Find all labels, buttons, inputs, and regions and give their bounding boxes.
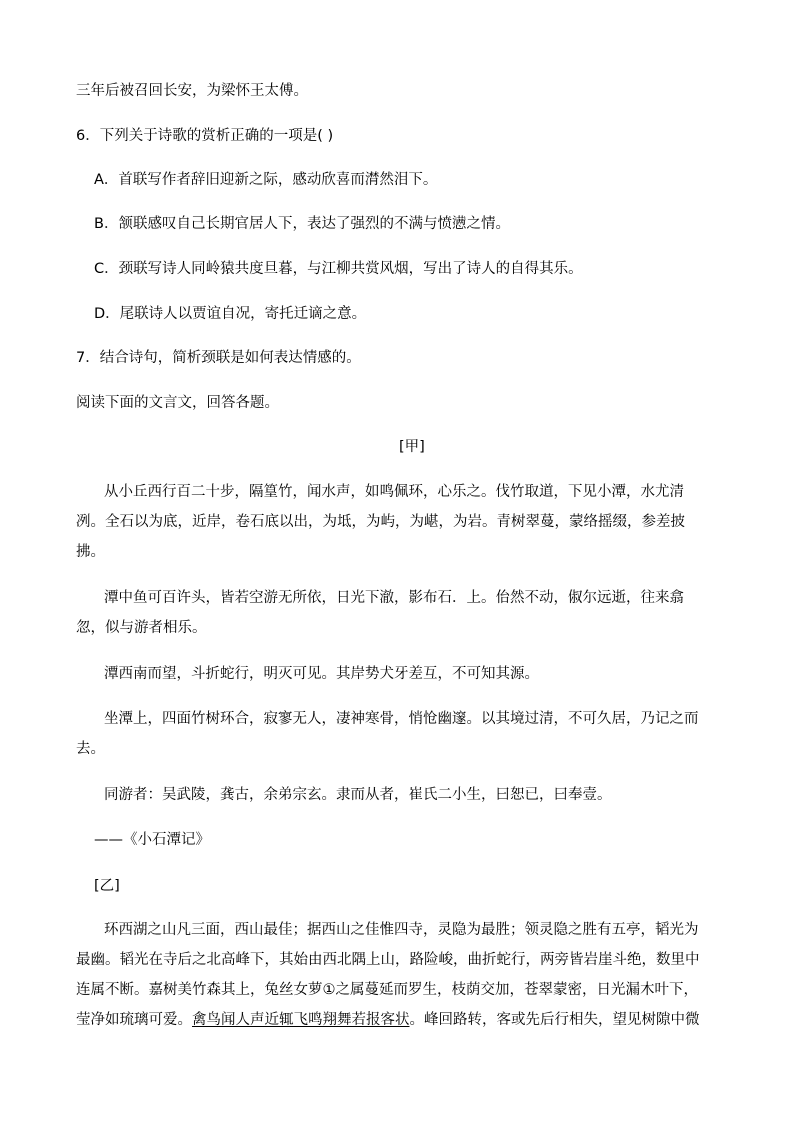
option-a: A．首联写作者辞旧迎新之际，感动欣喜而潸然泪下。	[94, 172, 438, 188]
passage-line: 拂。	[76, 544, 105, 560]
passage-text: 。峰回路转，客或先后行相失，望见树隙中微	[409, 1012, 700, 1028]
passage-line: 从小丘西行百二十步，隔篁竹，闻水声，如鸣佩环，心乐之。伐竹取道，下见小潭，水尤清	[104, 484, 684, 500]
section-heading-yi: [乙]	[94, 878, 120, 894]
underlined-sentence: 禽鸟闻人声近辄飞鸣翔舞若报客状	[192, 1012, 410, 1028]
source-title: ——《小石潭记》	[94, 832, 210, 848]
passage-line: 忽，似与游者相乐。	[76, 620, 207, 636]
passage-text: 莹净如琉璃可爱。	[76, 1012, 192, 1028]
passage-line: 同游者：吴武陵，龚古，余弟宗玄。隶而从者，崔氏二小生，曰恕已，曰奉壹。	[104, 787, 612, 803]
passage-line: 冽。全石以为底，近岸，卷石底以出，为坻，为屿，为嵁，为岩。青树翠蔓，蒙络摇缀，参差披	[76, 514, 685, 530]
section-heading-jia: [甲]	[399, 439, 425, 455]
passage-line	[76, 1010, 700, 1030]
question-6: 6．下列关于诗歌的赏析正确的一项是( )	[76, 128, 334, 144]
passage-line: 去。	[76, 741, 105, 757]
option-d: D．尾联诗人以贾谊自况，寄托迁谪之意。	[94, 306, 367, 322]
passage-line: 坐潭上，四面竹树环合，寂寥无人，凄神寒骨，悄怆幽邃。以其境过清，不可久居，乃记之而	[104, 711, 699, 727]
passage-line: 连属不断。嘉树美竹森其上，兔丝女萝①之属蔓延而罗生，枝荫交加，苍翠蒙密，日光漏木叶下，	[76, 982, 698, 998]
option-b: B．颔联感叹自己长期官居人下，表达了强烈的不满与愤懑之情。	[94, 216, 510, 232]
reading-instruction: 阅读下面的文言文，回答各题。	[76, 395, 279, 411]
passage-line: 潭西南而望，斗折蛇行，明灭可见。其岸势犬牙差互，不可知其源。	[104, 666, 539, 682]
passage-line: 潭中鱼可百许头，皆若空游无所依，日光下澈，影布石．上。佁然不动，俶尔远逝，往来翕	[104, 590, 684, 606]
passage-line: 环西湖之山凡三面，西山最佳；据西山之佳惟四寺，灵隐为最胜；领灵隐之胜有五亭，韬光为	[104, 922, 699, 938]
passage-line: 最幽。韬光在寺后之北高峰下，其始由西北隅上山，路险峻，曲折蛇行，两旁皆岩崖斗绝，数里中	[76, 952, 700, 968]
text-line: 三年后被召回长安，为梁怀王太傅。	[76, 83, 308, 99]
option-c: C．颈联写诗人同岭猿共度旦暮，与江柳共赏风烟，写出了诗人的自得其乐。	[94, 261, 583, 277]
question-7: 7．结合诗句，简析颈联是如何表达情感的。	[76, 350, 361, 366]
